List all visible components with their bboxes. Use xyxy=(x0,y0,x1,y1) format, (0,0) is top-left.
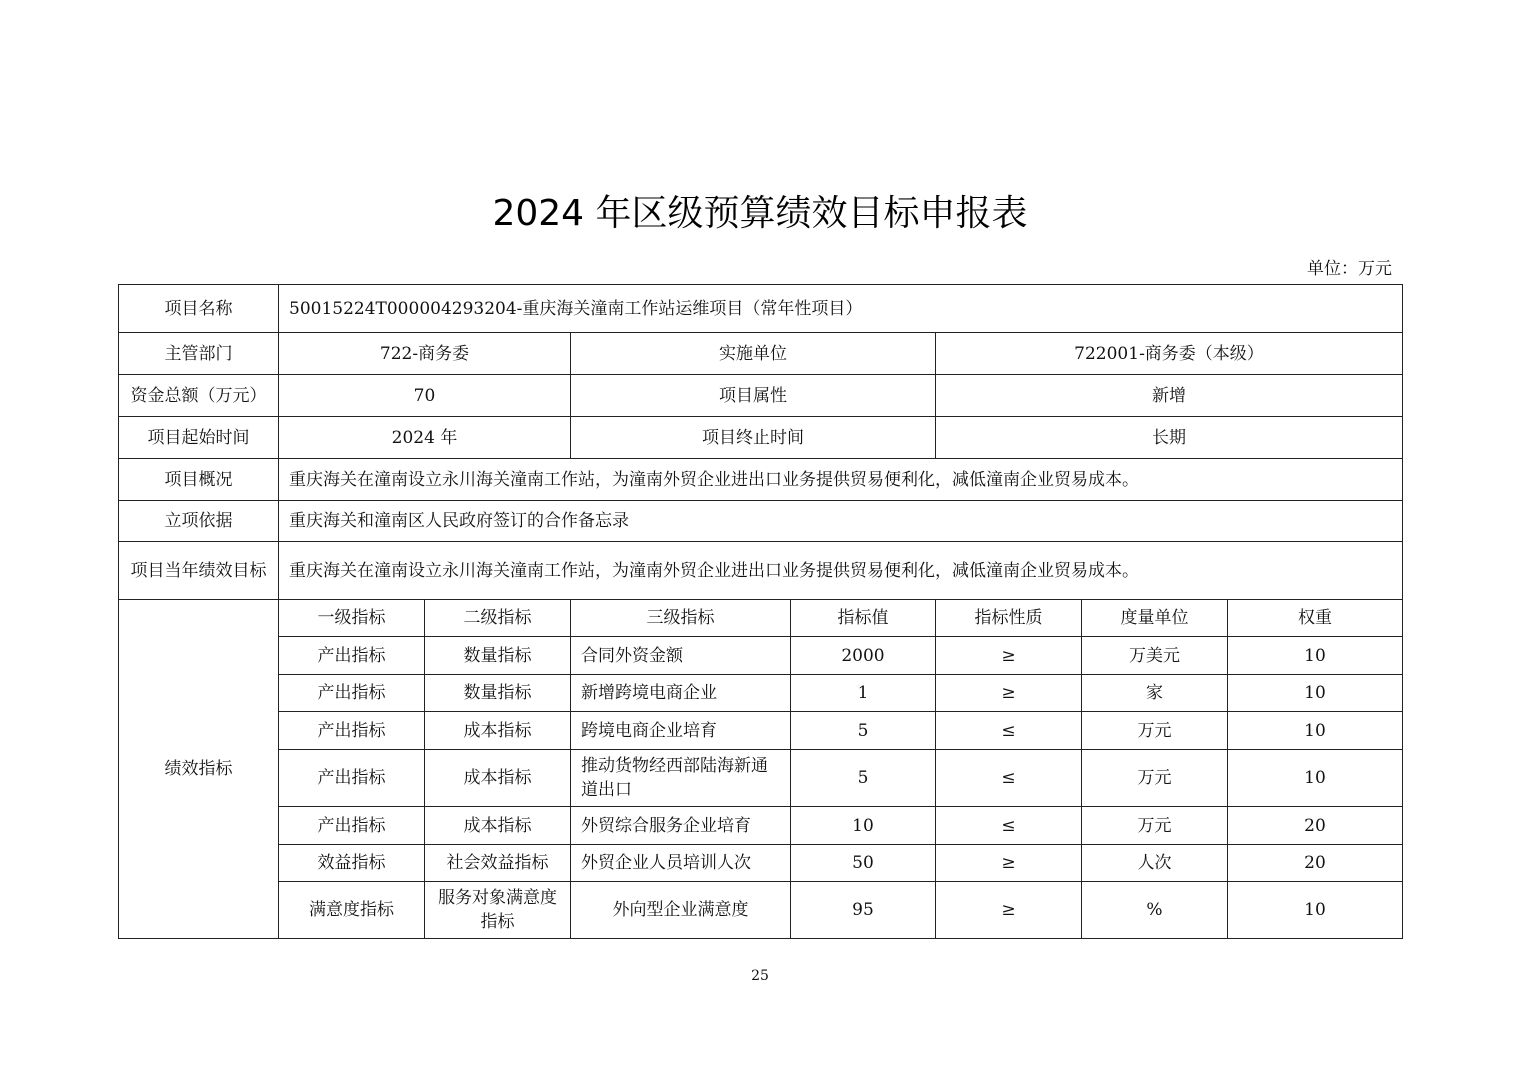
level2-cell: 数量指标 xyxy=(425,637,571,675)
page-number: 25 xyxy=(751,968,769,984)
level1-cell: 产出指标 xyxy=(279,750,425,807)
nature-cell: ≤ xyxy=(936,750,1082,807)
column-header: 三级指标 xyxy=(571,600,791,637)
overview-row xyxy=(119,459,1403,501)
performance-target-table xyxy=(118,284,1403,939)
weight-cell: 10 xyxy=(1228,637,1403,675)
column-header: 指标性质 xyxy=(936,600,1082,637)
unit-note: 单位：万元 xyxy=(1307,259,1392,279)
implementing-unit-label: 实施单位 xyxy=(571,333,936,375)
unit-cell: 人次 xyxy=(1082,845,1228,882)
start-time-value: 2024 年 xyxy=(279,417,571,459)
value-cell: 95 xyxy=(791,882,936,939)
value-cell: 5 xyxy=(791,750,936,807)
column-header: 度量单位 xyxy=(1082,600,1228,637)
unit-cell: 万美元 xyxy=(1082,637,1228,675)
level2-cell: 成本指标 xyxy=(425,712,571,750)
value-cell: 5 xyxy=(791,712,936,750)
value-cell: 50 xyxy=(791,845,936,882)
weight-cell: 20 xyxy=(1228,845,1403,882)
nature-cell: ≥ xyxy=(936,675,1082,712)
weight-cell: 10 xyxy=(1228,750,1403,807)
department-row xyxy=(119,333,1403,375)
nature-cell: ≤ xyxy=(936,807,1082,845)
weight-cell: 10 xyxy=(1228,675,1403,712)
end-time-value: 长期 xyxy=(936,417,1403,459)
annual-goal-value: 重庆海关在潼南设立永川海关潼南工作站，为潼南外贸企业进出口业务提供贸易便利化，减低潼南企业贸易成本。 xyxy=(279,542,1403,600)
unit-cell: 家 xyxy=(1082,675,1228,712)
fund-label: 资金总额（万元） xyxy=(119,375,279,417)
annual-goal-label: 项目当年绩效目标 xyxy=(119,542,279,600)
value-cell: 10 xyxy=(791,807,936,845)
level2-cell: 数量指标 xyxy=(425,675,571,712)
level2-cell: 社会效益指标 xyxy=(425,845,571,882)
weight-cell: 20 xyxy=(1228,807,1403,845)
project-attribute-label: 项目属性 xyxy=(571,375,936,417)
unit-cell: % xyxy=(1082,882,1228,939)
level3-cell: 新增跨境电商企业 xyxy=(571,675,791,712)
column-header: 指标值 xyxy=(791,600,936,637)
annual-goal-row xyxy=(119,542,1403,600)
value-cell: 1 xyxy=(791,675,936,712)
level1-cell: 满意度指标 xyxy=(279,882,425,939)
project-name-row xyxy=(119,285,1403,333)
basis-row xyxy=(119,501,1403,542)
level2-cell: 成本指标 xyxy=(425,807,571,845)
unit-cell: 万元 xyxy=(1082,712,1228,750)
column-header: 一级指标 xyxy=(279,600,425,637)
fund-value: 70 xyxy=(279,375,571,417)
level1-cell: 产出指标 xyxy=(279,712,425,750)
level1-cell: 产出指标 xyxy=(279,637,425,675)
nature-cell: ≥ xyxy=(936,882,1082,939)
project-name-label: 项目名称 xyxy=(119,285,279,333)
indicator-row xyxy=(119,845,1403,882)
overview-value: 重庆海关在潼南设立永川海关潼南工作站，为潼南外贸企业进出口业务提供贸易便利化，减低潼南企业贸易成本。 xyxy=(279,459,1403,501)
indicator-row xyxy=(119,637,1403,675)
nature-cell: ≤ xyxy=(936,712,1082,750)
project-name-value: 50015224T000004293204-重庆海关潼南工作站运维项目（常年性项目） xyxy=(279,285,1403,333)
basis-label: 立项依据 xyxy=(119,501,279,542)
level2-cell: 成本指标 xyxy=(425,750,571,807)
weight-cell: 10 xyxy=(1228,712,1403,750)
column-header: 二级指标 xyxy=(425,600,571,637)
nature-cell: ≥ xyxy=(936,845,1082,882)
project-attribute-value: 新增 xyxy=(936,375,1403,417)
indicator-row xyxy=(119,807,1403,845)
fund-row xyxy=(119,375,1403,417)
basis-value: 重庆海关和潼南区人民政府签订的合作备忘录 xyxy=(279,501,1403,542)
unit-cell: 万元 xyxy=(1082,750,1228,807)
level3-cell: 跨境电商企业培育 xyxy=(571,712,791,750)
indicators-section-label: 绩效指标 xyxy=(119,600,279,939)
period-row xyxy=(119,417,1403,459)
unit-cell: 万元 xyxy=(1082,807,1228,845)
level1-cell: 产出指标 xyxy=(279,675,425,712)
department-label: 主管部门 xyxy=(119,333,279,375)
nature-cell: ≥ xyxy=(936,637,1082,675)
indicator-row xyxy=(119,882,1403,939)
level3-cell: 外贸企业人员培训人次 xyxy=(571,845,791,882)
implementing-unit-value: 722001-商务委（本级） xyxy=(936,333,1403,375)
level1-cell: 产出指标 xyxy=(279,807,425,845)
page-title: 2024 年区级预算绩效目标申报表 xyxy=(492,193,1028,234)
indicator-row xyxy=(119,750,1403,807)
value-cell: 2000 xyxy=(791,637,936,675)
weight-cell: 10 xyxy=(1228,882,1403,939)
level3-cell: 外向型企业满意度 xyxy=(571,882,791,939)
indicator-row xyxy=(119,675,1403,712)
level3-cell: 合同外资金额 xyxy=(571,637,791,675)
overview-label: 项目概况 xyxy=(119,459,279,501)
level3-cell: 外贸综合服务企业培育 xyxy=(571,807,791,845)
column-header: 权重 xyxy=(1228,600,1403,637)
indicator-header-row xyxy=(119,600,1403,637)
level3-cell: 推动货物经西部陆海新通道出口 xyxy=(571,750,791,807)
level2-cell: 服务对象满意度指标 xyxy=(425,882,571,939)
indicator-row xyxy=(119,712,1403,750)
department-value: 722-商务委 xyxy=(279,333,571,375)
start-time-label: 项目起始时间 xyxy=(119,417,279,459)
level1-cell: 效益指标 xyxy=(279,845,425,882)
end-time-label: 项目终止时间 xyxy=(571,417,936,459)
